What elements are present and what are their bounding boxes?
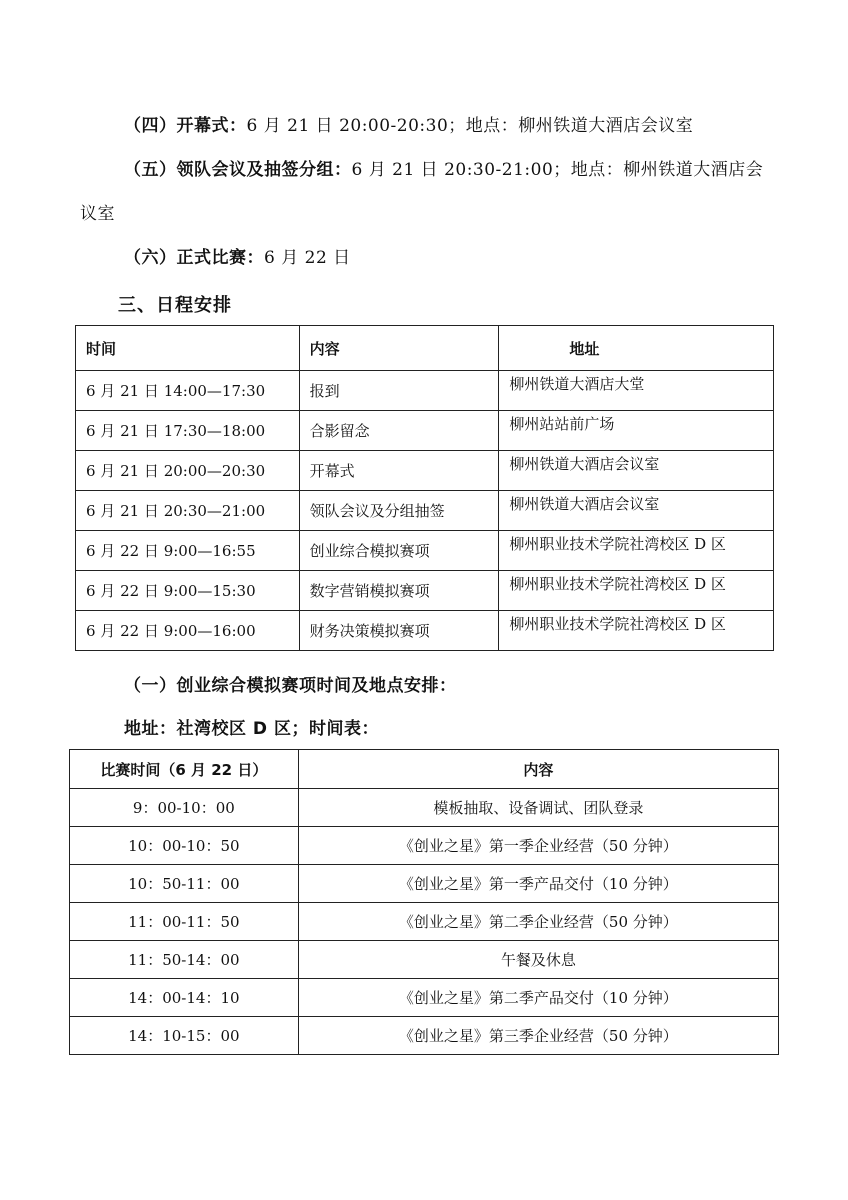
address-line-text: 地址：社湾校区 D 区；时间表： xyxy=(124,719,379,739)
cell-address: 柳州铁道大酒店会议室 xyxy=(499,451,774,491)
cell-address: 柳州铁道大酒店大堂 xyxy=(499,371,774,411)
cell-time: 6 月 21 日 20:00—20:30 xyxy=(76,451,300,491)
address-line xyxy=(80,707,772,751)
table-row xyxy=(76,491,774,531)
cell-time: 6 月 22 日 9:00—16:55 xyxy=(76,531,300,571)
header-time: 时间 xyxy=(76,326,300,371)
header-match-time: 比赛时间（6 月 22 日） xyxy=(70,750,299,789)
header-address: 地址 xyxy=(499,326,774,371)
cell-address: 柳州职业技术学院社湾校区 D 区 xyxy=(499,611,774,651)
cell-content: 领队会议及分组抽签 xyxy=(299,491,499,531)
cell-address: 柳州职业技术学院社湾校区 D 区 xyxy=(499,531,774,571)
table-row xyxy=(76,531,774,571)
item-label: （四）开幕式： xyxy=(124,116,247,136)
cell-content: 午餐及休息 xyxy=(298,941,778,979)
table-row xyxy=(70,979,779,1017)
item-label: （五）领队会议及抽签分组： xyxy=(124,160,352,180)
table-row xyxy=(70,1017,779,1055)
cell-content: 模板抽取、设备调试、团队登录 xyxy=(298,789,778,827)
item-text: 6 月 21 日 20:30-21:00；地点：柳州铁道大酒店会议室 xyxy=(80,160,764,224)
cell-time: 9：00-10：00 xyxy=(70,789,299,827)
table-row xyxy=(76,611,774,651)
table-row xyxy=(70,789,779,827)
timetable-table xyxy=(69,749,779,1055)
item-text: 6 月 22 日 xyxy=(264,248,351,268)
cell-address: 柳州铁道大酒店会议室 xyxy=(499,491,774,531)
cell-address: 柳州站站前广场 xyxy=(499,411,774,451)
cell-content: 《创业之星》第一季企业经营（50 分钟） xyxy=(298,827,778,865)
header-content: 内容 xyxy=(299,326,499,371)
item-label: （六）正式比赛： xyxy=(124,248,264,268)
cell-content: 数字营销模拟赛项 xyxy=(299,571,499,611)
table-row xyxy=(70,827,779,865)
table-row xyxy=(76,371,774,411)
cell-time: 14：00-14：10 xyxy=(70,979,299,1017)
cell-content: 《创业之星》第一季产品交付（10 分钟） xyxy=(298,865,778,903)
schedule-table xyxy=(75,325,774,651)
table-row xyxy=(76,451,774,491)
cell-time: 14：10-15：00 xyxy=(70,1017,299,1055)
section-title-schedule: 三、日程安排 xyxy=(118,295,232,316)
cell-time: 6 月 21 日 20:30—21:00 xyxy=(76,491,300,531)
cell-content: 开幕式 xyxy=(299,451,499,491)
table-row xyxy=(70,865,779,903)
item-team-meeting xyxy=(80,148,772,236)
table-header-row xyxy=(70,750,779,789)
cell-address: 柳州职业技术学院社湾校区 D 区 xyxy=(499,571,774,611)
cell-content: 《创业之星》第二季产品交付（10 分钟） xyxy=(298,979,778,1017)
table-row xyxy=(76,411,774,451)
item-opening-ceremony xyxy=(80,104,772,148)
header-content: 内容 xyxy=(298,750,778,789)
item-official-competition xyxy=(80,236,772,280)
table-row xyxy=(70,903,779,941)
cell-time: 6 月 22 日 9:00—15:30 xyxy=(76,571,300,611)
cell-time: 6 月 22 日 9:00—16:00 xyxy=(76,611,300,651)
table-row xyxy=(70,941,779,979)
cell-content: 《创业之星》第二季企业经营（50 分钟） xyxy=(298,903,778,941)
table-header-row xyxy=(76,326,774,371)
item-text: 6 月 21 日 20:00-20:30；地点：柳州铁道大酒店会议室 xyxy=(246,116,694,136)
subsection-title xyxy=(80,664,772,708)
cell-time: 10：00-10：50 xyxy=(70,827,299,865)
cell-time: 10：50-11：00 xyxy=(70,865,299,903)
cell-content: 《创业之星》第三季企业经营（50 分钟） xyxy=(298,1017,778,1055)
cell-time: 11：00-11：50 xyxy=(70,903,299,941)
cell-content: 合影留念 xyxy=(299,411,499,451)
table-row xyxy=(76,571,774,611)
cell-content: 财务决策模拟赛项 xyxy=(299,611,499,651)
cell-time: 6 月 21 日 17:30—18:00 xyxy=(76,411,300,451)
cell-content: 报到 xyxy=(299,371,499,411)
cell-content: 创业综合模拟赛项 xyxy=(299,531,499,571)
cell-time: 11：50-14：00 xyxy=(70,941,299,979)
subsection-title-text: （一）创业综合模拟赛项时间及地点安排： xyxy=(124,676,457,696)
cell-time: 6 月 21 日 14:00—17:30 xyxy=(76,371,300,411)
